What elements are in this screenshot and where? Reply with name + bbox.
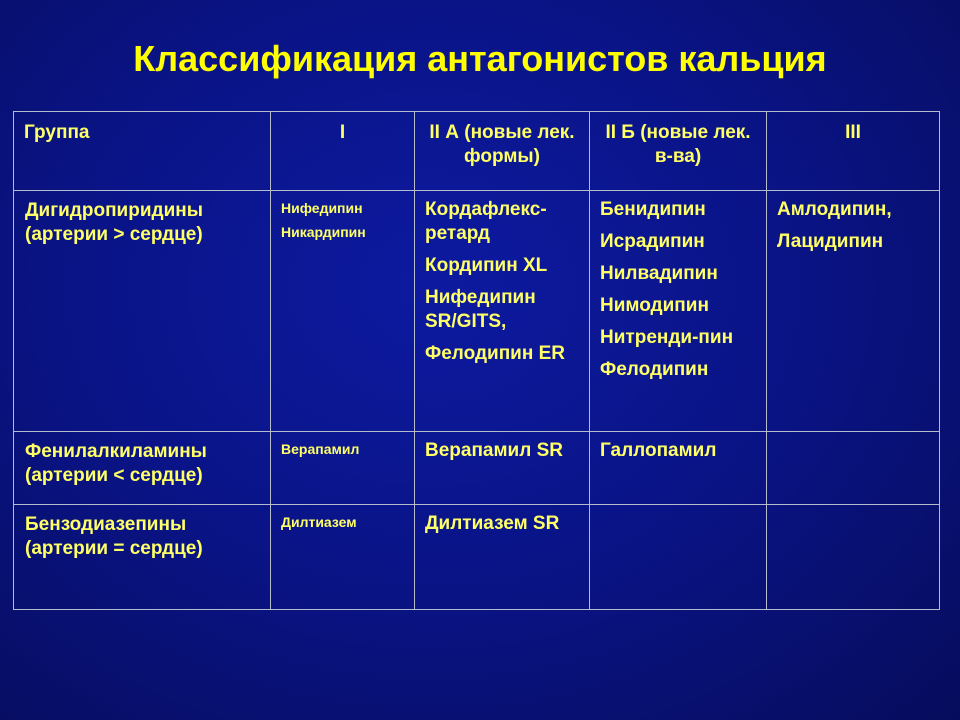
col2b-cell: Галлопамил bbox=[590, 432, 767, 505]
col2b-cell bbox=[590, 505, 767, 610]
header-col-2b: II Б (новые лек. в-ва) bbox=[590, 112, 767, 191]
col2a-cell: Дилтиазем SR bbox=[415, 505, 590, 610]
header-col-1: I bbox=[271, 112, 415, 191]
header-col-2a: II А (новые лек. формы) bbox=[415, 112, 590, 191]
table-header-row bbox=[14, 112, 940, 191]
col2b-cell: Бенидипин Исрадипин Нилвадипин Нимодипин Нитренди-пин Фелодипин bbox=[590, 191, 767, 432]
slide-title: Классификация антагонистов кальция bbox=[133, 38, 827, 79]
col3-cell bbox=[767, 505, 940, 610]
table-row bbox=[14, 505, 940, 610]
col3-cell bbox=[767, 432, 940, 505]
col1-cell: Нифедипин Никардипин bbox=[271, 191, 415, 432]
classification-table bbox=[13, 111, 940, 610]
table-row bbox=[14, 432, 940, 505]
group-cell: Фенилалкиламины (артерии < сердце) bbox=[14, 432, 271, 505]
table-row bbox=[14, 191, 940, 432]
header-col-3: III bbox=[767, 112, 940, 191]
group-cell: Бензодиазепины (артерии = сердце) bbox=[14, 505, 271, 610]
col1-cell: Дилтиазем bbox=[271, 505, 415, 610]
col2a-cell: Верапамил SR bbox=[415, 432, 590, 505]
group-cell: Дигидропиридины (артерии > сердце) bbox=[14, 191, 271, 432]
col3-cell: Амлодипин, Лацидипин bbox=[767, 191, 940, 432]
col1-cell: Верапамил bbox=[271, 432, 415, 505]
col2a-cell: Кордафлекс-ретард Кордипин XL Нифедипин SR/GITS, Фелодипин ER bbox=[415, 191, 590, 432]
header-group: Группа bbox=[14, 112, 271, 191]
